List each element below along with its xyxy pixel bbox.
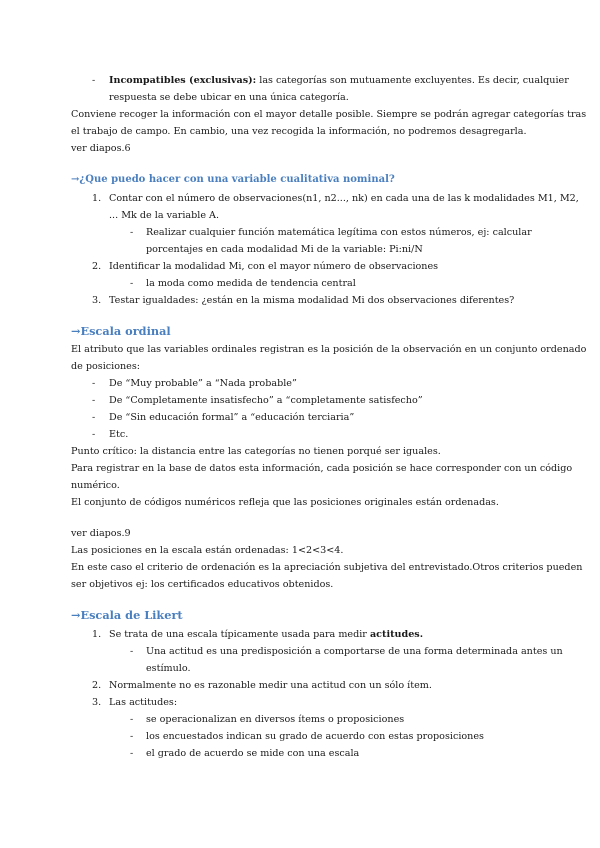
- sub-item-text: se operacionalizan en diversos ítems o proposiciones: [146, 714, 405, 725]
- bullet-dash: -: [92, 412, 96, 423]
- sub-item-text: estímulo.: [146, 663, 191, 674]
- sub-bullet-dash: -: [130, 278, 134, 289]
- sub-item-text: el grado de acuerdo se mide con una escala: [146, 748, 360, 759]
- paragraph-line: ser objetivos ej: los certificados educativos obtenidos.: [71, 579, 334, 590]
- bold-term: Incompatibles (exclusivas):: [109, 75, 257, 86]
- sub-item-text: porcentajes en cada modalidad Mi de la variable: Pi:ni/N: [146, 244, 423, 255]
- sub-bullet-dash: -: [130, 731, 134, 742]
- paragraph-line: El atributo que las variables ordinales registran es la posición de la observación en un conjunto ordenado: [71, 344, 587, 355]
- list-item: De “Completamente insatisfecho” a “completamente satisfecho”: [109, 395, 423, 406]
- list-item-text: Identificar la modalidad Mi, con el mayor número de observaciones: [109, 261, 439, 272]
- list-number: 1.: [92, 193, 102, 204]
- paragraph-line: el trabajo de campo. En cambio, una vez recogida la información, no podremos desagregarla.: [71, 126, 527, 137]
- section-heading-likert: →Escala de Likert: [71, 608, 183, 622]
- list-item-text: Testar igualdades: ¿están en la misma modalidad Mi dos observaciones diferentes?: [109, 295, 515, 306]
- list-item: Etc.: [109, 429, 129, 440]
- bold-term: actitudes.: [369, 629, 424, 640]
- bullet-dash: -: [92, 378, 96, 389]
- sub-bullet-dash: -: [130, 714, 134, 725]
- list-number: 3.: [92, 697, 102, 708]
- bullet-text: las categorías son mutuamente excluyentes. Es decir, cualquier: [256, 75, 569, 86]
- bullet-continuation: respuesta se debe ubicar en una única categoría.: [109, 92, 349, 103]
- paragraph-line: Las posiciones en la escala están ordenadas: 1<2<3<4.: [71, 545, 344, 556]
- paragraph-line: numérico.: [71, 480, 120, 491]
- bullet-dash: -: [92, 75, 96, 86]
- paragraph-line: Punto crítico: la distancia entre las categorías no tienen porqué ser iguales.: [71, 446, 441, 457]
- paragraph-line: de posiciones:: [71, 361, 141, 372]
- sub-item-text: los encuestados indican su grado de acuerdo con estas proposiciones: [146, 731, 484, 742]
- sub-item-text: Realizar cualquier función matemática legítima con estos números, ej: calcular: [146, 227, 532, 238]
- paragraph-line: Conviene recoger la información con el mayor detalle posible. Siempre se podrán agregar categorías tras: [71, 109, 587, 120]
- bullet-dash: -: [92, 395, 96, 406]
- slides-reference: ver diapos.6: [71, 143, 131, 154]
- list-number: 2.: [92, 261, 102, 272]
- list-item-text: [109, 626, 423, 643]
- sub-item-text: la moda como medida de tendencia central: [146, 278, 356, 289]
- list-number: 2.: [92, 680, 102, 691]
- slides-reference: ver diapos.9: [71, 528, 131, 539]
- section-heading-ordinal: →Escala ordinal: [71, 324, 171, 338]
- bullet-incompatibles: [109, 72, 569, 89]
- sub-bullet-dash: -: [130, 748, 134, 759]
- list-item-text: ... Mk de la variable A.: [109, 210, 220, 221]
- list-item-text: Normalmente no es razonable medir una actitud con un sólo ítem.: [109, 680, 432, 691]
- list-number: 3.: [92, 295, 102, 306]
- paragraph-line: Para registrar en la base de datos esta información, cada posición se hace corresponder con un código: [71, 463, 573, 474]
- list-number: 1.: [92, 629, 102, 640]
- paragraph-line: En este caso el criterio de ordenación es la apreciación subjetiva del entrevistado.Otros criterios pueden: [71, 562, 583, 573]
- sub-bullet-dash: -: [130, 646, 134, 657]
- section-heading-nominal: →¿Que puedo hacer con una variable cualitativa nominal?: [71, 174, 395, 185]
- bullet-dash: -: [92, 429, 96, 440]
- sub-item-text: Una actitud es una predisposición a comportarse de una forma determinada antes un: [146, 646, 563, 657]
- list-item: De “Sin educación formal” a “educación terciaria”: [109, 412, 355, 423]
- list-item-text: Las actitudes:: [109, 697, 178, 708]
- list-item-text: Contar con el número de observaciones(n1, n2..., nk) en cada una de las k modalidades M1, M2,: [109, 193, 579, 204]
- sub-bullet-dash: -: [130, 227, 134, 238]
- paragraph-line: El conjunto de códigos numéricos refleja que las posiciones originales están ordenadas.: [71, 497, 499, 508]
- list-item: De “Muy probable” a “Nada probable”: [109, 378, 297, 389]
- item-text: Se trata de una escala típicamente usada para medir: [109, 629, 370, 640]
